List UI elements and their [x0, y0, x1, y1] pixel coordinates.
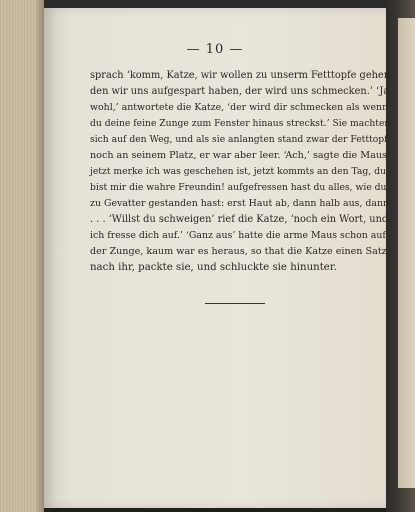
facing-page-edge — [398, 18, 415, 488]
text-line: ich fresse dich auf.’ ‘Ganz aus’ hatte die arme Maus schon auf — [90, 230, 386, 241]
text-line: der Zunge, kaum war es heraus, so that die Katze einen Satz — [90, 246, 387, 257]
end-rule — [205, 303, 265, 304]
text-line: nach ihr, packte sie, und schluckte sie hinunter. — [90, 262, 337, 273]
text-line: bist mir die wahre Freundin! aufgefressen hast du alles, wie du — [90, 182, 387, 193]
text-line: jetzt merke ich was geschehen ist, jetzt kommts an den Tag, du — [90, 166, 386, 177]
background-top — [44, 0, 386, 8]
text-line: du deine feine Zunge zum Fenster hinaus streckst.’ Sie machten — [90, 118, 391, 129]
page-number: — 10 — — [186, 42, 244, 57]
book-page-edges — [0, 0, 44, 512]
text-line: wohl,’ antwortete die Katze, ‘der wird dir schmecken als wenn — [90, 102, 389, 113]
text-line: . . . ‘Willst du schweigen’ rief die Katze, ‘noch ein Wort, und — [90, 214, 389, 225]
text-line: sich auf den Weg, und als sie anlangten stand zwar der Fetttopf — [90, 134, 388, 145]
text-line: noch an seinem Platz, er war aber leer. ‘Ach,’ sagte die Maus — [90, 150, 387, 161]
text-line: sprach ‘komm, Katze, wir wollen zu unserm Fetttopfe gehen — [90, 70, 391, 81]
text-line: den wir uns aufgespart haben, der wird uns schmecken.’ ‘Ja — [90, 86, 390, 97]
book-page — [44, 8, 391, 508]
body-text — [90, 68, 390, 276]
text-line: zu Gevatter gestanden hast: erst Haut ab, dann halb aus, dann — [90, 198, 390, 209]
